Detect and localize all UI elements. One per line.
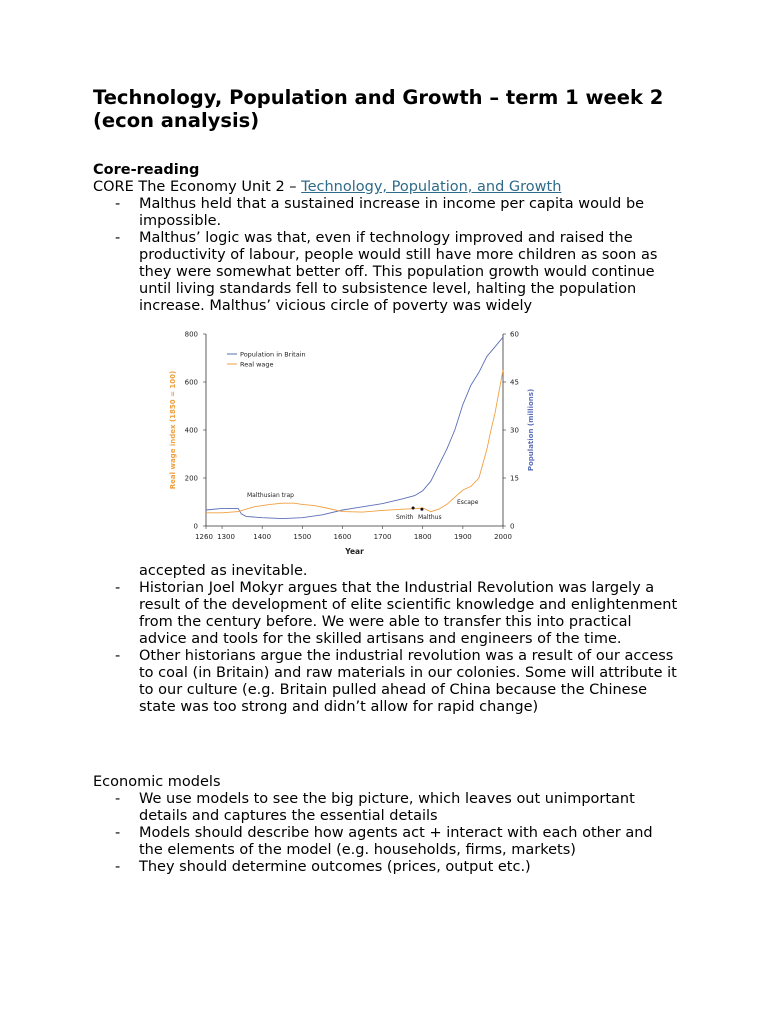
right-tick-label: 45 <box>510 378 519 387</box>
x-tick-label: 1900 <box>453 533 472 541</box>
left-tick-label: 0 <box>193 522 198 531</box>
right-axis-label: Population (millions) <box>527 388 535 472</box>
left-tick-label: 800 <box>184 330 198 339</box>
x-tick-label: 2000 <box>494 533 512 541</box>
x-tick-label: 1260 <box>195 533 213 541</box>
list-item <box>93 859 679 876</box>
legend-population-label: Population in Britain <box>240 350 306 359</box>
list-item <box>93 791 679 825</box>
core-reading-list <box>93 196 693 315</box>
bullet-dash: - <box>115 230 121 246</box>
core-reading-source <box>93 179 693 196</box>
annotation-malthus: Malthus <box>418 514 442 521</box>
right-tick-label: 30 <box>510 426 519 435</box>
chart-svg <box>165 320 537 560</box>
right-tick-label: 60 <box>510 330 519 339</box>
x-tick-label: 1800 <box>413 533 432 541</box>
x-axis-label: Year <box>345 547 364 556</box>
bullet-text: We use models to see the big picture, which leaves out unimportant details and captures the essential details <box>139 791 635 824</box>
population-wage-chart <box>165 320 537 560</box>
annotation-smith: Smith <box>396 514 414 521</box>
left-tick-label: 200 <box>184 474 198 483</box>
x-tick-label: 1500 <box>293 533 312 541</box>
malthus-marker <box>420 508 423 511</box>
right-tick-label: 15 <box>510 474 519 483</box>
bullet-dash: - <box>115 196 121 212</box>
list-item <box>93 230 679 315</box>
core-reading-heading: Core-reading <box>93 162 200 178</box>
legend-wage-label: Real wage <box>240 360 274 369</box>
bullet-text: Malthus held that a sustained increase in income per capita would be impossible. <box>139 196 645 229</box>
x-tick-label: 1600 <box>333 533 352 541</box>
annotation-malthusian-trap: Malthusian trap <box>247 492 294 499</box>
x-tick-label: 1400 <box>253 533 272 541</box>
x-tick-label: 1700 <box>373 533 392 541</box>
list-item <box>93 196 679 230</box>
bullet-text: Malthus’ logic was that, even if technology improved and raised the productivity of labour, people would still have more children as soon as they were somewhat better off. This population growth would continue until living standards fell to subsistence level, halting the population increase. Malthus’ vicious circle of poverty was widely <box>139 230 658 314</box>
bullet-dash: - <box>115 580 121 596</box>
bullet-text: Models should describe how agents act + interact with each other and the elements of the model (e.g. households, firms, markets) <box>139 825 653 858</box>
source-prefix: CORE The Economy Unit 2 – <box>93 179 302 195</box>
x-tick-label: 1300 <box>217 533 235 541</box>
smith-marker <box>412 507 415 510</box>
annotation-escape: Escape <box>457 499 479 506</box>
list-item <box>93 580 679 648</box>
document-page <box>93 86 693 315</box>
list-item <box>93 825 679 859</box>
document-continued <box>93 563 693 876</box>
left-tick-label: 400 <box>184 426 198 435</box>
models-heading: Economic models <box>93 774 221 790</box>
bullet-dash: - <box>115 859 121 875</box>
left-tick-label: 600 <box>184 378 198 387</box>
list-item <box>93 648 679 716</box>
bullet-dash: - <box>115 791 121 807</box>
bullet-text: Historian Joel Mokyr argues that the Industrial Revolution was largely a result of the development of elite scientific knowledge and enlightenment from the century before. We were able to transfer this into practical advice and tools for the skilled artisans and engineers of the time. <box>139 580 678 647</box>
source-link[interactable]: Technology, Population, and Growth <box>301 179 562 195</box>
bullet-dash: - <box>115 825 121 841</box>
models-list <box>93 791 693 876</box>
bullet-continuation: accepted as inevitable. <box>139 563 308 579</box>
page-title: Technology, Population and Growth – term 1 week 2 (econ analysis) <box>93 86 664 132</box>
right-tick-label: 0 <box>510 522 515 531</box>
bullet-text: Other historians argue the industrial revolution was a result of our access to coal (in Britain) and raw materials in our colonies. Some will attribute it to our culture (e.g. Britain pulled ahead of China because the Chinese state was too strong and didn’t allow for rapid change) <box>139 648 677 715</box>
bullet-dash: - <box>115 648 121 664</box>
bullet-text: They should determine outcomes (prices, output etc.) <box>139 859 531 875</box>
left-axis-label: Real wage index (1850 = 100) <box>169 370 177 490</box>
core-reading-list-2 <box>93 580 693 716</box>
